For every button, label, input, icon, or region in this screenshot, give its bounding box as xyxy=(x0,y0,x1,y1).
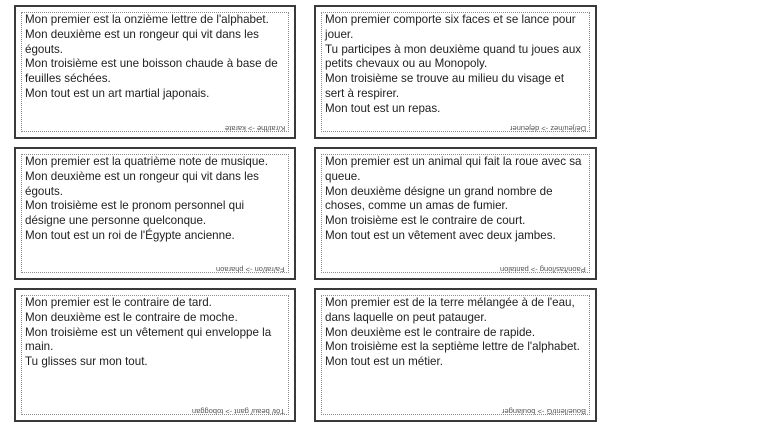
riddle-line: Tu glisses sur mon tout. xyxy=(25,355,148,369)
riddle-answer: Dé/jeu/nez -> déjeuner xyxy=(509,124,586,133)
riddle-answer: Fa/rat/on -> pharaon xyxy=(216,265,285,274)
riddle-card-2 xyxy=(314,5,597,139)
riddle-line: Mon troisième est le contraire de court. xyxy=(325,214,526,228)
riddle-answer: Tôt/ beau/ gant -> toboggan xyxy=(192,407,285,416)
riddle-text xyxy=(25,296,284,370)
riddle-text xyxy=(325,296,585,370)
riddle-answer: Boue/lent/G -> boulanger xyxy=(501,407,586,416)
riddle-card-6 xyxy=(314,288,597,422)
riddle-line: Mon premier est la quatrième note de musique. xyxy=(25,155,268,168)
riddle-line: Mon tout est un vêtement avec deux jambes. xyxy=(325,228,556,242)
riddle-line: Mon troisième se trouve au milieu du visage et sert à respirer. xyxy=(325,72,565,100)
riddle-line: Mon premier est la onzième lettre de l'alphabet. xyxy=(25,13,269,26)
riddle-line: Mon tout est un roi de l'Égypte ancienne. xyxy=(25,228,235,242)
riddle-line: Mon premier est de la terre mélangée à de l'eau, dans laquelle on peut patauger. xyxy=(325,296,575,324)
riddle-card-1 xyxy=(14,5,296,139)
riddle-line: Mon deuxième est le contraire de rapide. xyxy=(325,325,536,339)
riddle-text xyxy=(325,155,585,244)
riddle-line: Mon tout est un repas. xyxy=(325,101,441,115)
riddle-line: Mon deuxième est le contraire de moche. xyxy=(25,310,238,324)
riddle-line: Mon deuxième est un rongeur qui vit dans les égouts. xyxy=(25,27,259,56)
riddle-line: Mon troisième est un vêtement qui enveloppe la main. xyxy=(25,325,272,354)
riddle-card-5 xyxy=(14,288,296,422)
riddle-line: Mon deuxième est un rongeur qui vit dans les égouts. xyxy=(25,169,259,198)
riddle-line: Mon troisième est le pronom personnel qui désigne une personne quelconque. xyxy=(25,199,245,228)
riddle-card-3 xyxy=(14,147,296,280)
riddle-text xyxy=(25,13,284,102)
riddle-answer: K/rat/thé -> karaté xyxy=(224,124,285,133)
riddle-line: Mon premier comporte six faces et se lance pour jouer. xyxy=(325,13,576,41)
riddle-line: Mon troisième est la septième lettre de l'alphabet. xyxy=(325,340,580,354)
riddle-line: Mon deuxième désigne un grand nombre de choses, comme un amas de fumier. xyxy=(325,184,553,213)
riddle-line: Mon premier est un animal qui fait la roue avec sa queue. xyxy=(325,155,582,183)
riddle-line: Mon troisième est une boisson chaude à base de feuilles séchées. xyxy=(25,57,278,86)
riddle-text xyxy=(325,13,585,117)
riddle-line: Mon premier est le contraire de tard. xyxy=(25,296,212,309)
riddle-line: Mon tout est un métier. xyxy=(325,355,443,369)
riddle-card-4 xyxy=(314,147,597,280)
riddle-text xyxy=(25,155,284,244)
riddle-line: Tu participes à mon deuxième quand tu joues aux petits chevaux ou au Monopoly. xyxy=(325,42,582,71)
riddle-answer: Paon/tas/long -> pantalon xyxy=(500,265,586,274)
riddle-line: Mon tout est un art martial japonais. xyxy=(25,86,210,100)
